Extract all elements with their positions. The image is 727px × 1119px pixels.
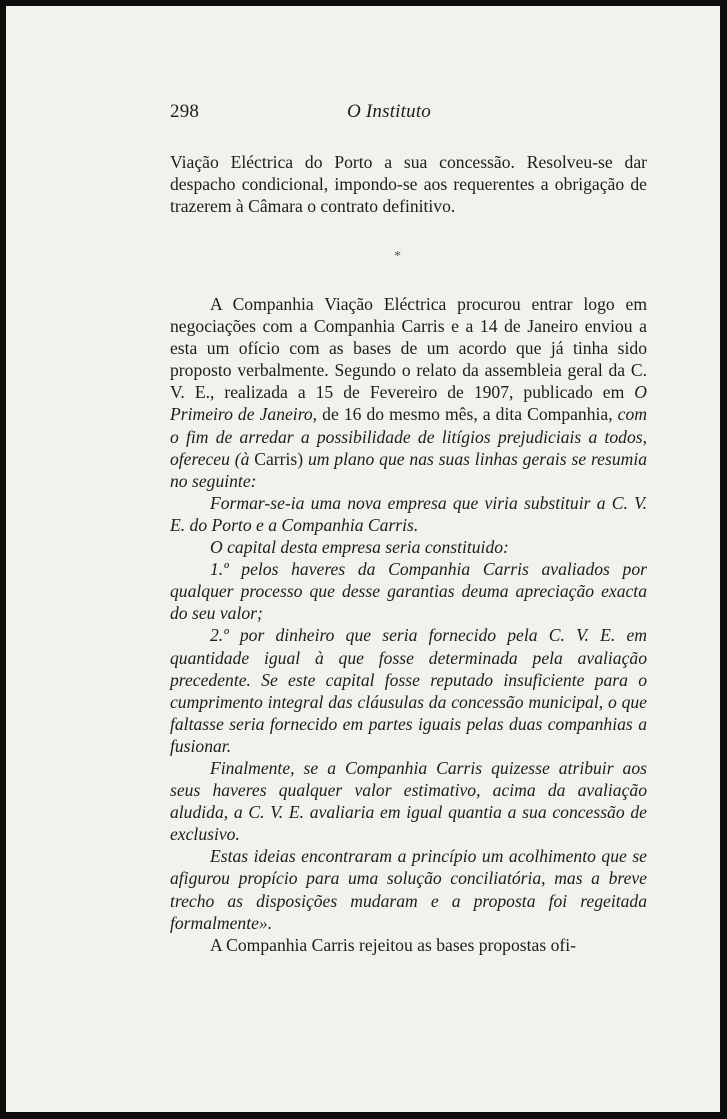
quote-paragraph-3: 1.º pelos haveres da Companhia Carris avaliados por qualquer processo que desse garantias deuma apreciação exacta do seu valor;: [170, 559, 647, 624]
section-separator: *: [394, 249, 401, 264]
quote-paragraph-4: 2.º por dinheiro que seria fornecido pela C. V. E. em quantidade igual à que fosse determinada pela avaliação precedente. Se este capital fosse reputado insuficiente para o cumprimento integral das cláusulas da concessão municipal, o que faltasse seria fornecido em partes iguais pelas duas companhias a fusionar.: [170, 625, 647, 756]
paragraph-1-text: Viação Eléctrica do Porto a sua concessão. Resolveu-se dar despacho condicional, impondo-se aos requerentes a obrigação de trazerem à Câmara o contrato definitivo.: [170, 152, 647, 217]
paragraph-2-italic-3: um plano que nas suas linhas gerais se resumia no seguinte:: [170, 448, 648, 491]
running-title: O Instituto: [347, 101, 432, 122]
paragraph-2-italic-2: com o fim de arredar a possibilidade de litígios prejudiciais a todos, ofereceu (à: [170, 404, 647, 469]
paragraph-2: [170, 293, 647, 492]
page-number: 298: [170, 101, 200, 122]
paragraph-1: [170, 151, 647, 217]
paragraph-2-roman-2: de 16 do mesmo mês, a dita Companhia,: [317, 404, 618, 425]
paragraph-2-roman-3: Carris): [249, 448, 308, 469]
paragraph-2-roman-1: A Companhia Viação Eléctrica procurou entrar logo em negociações com a Companhia Carris e a 14 de Janeiro enviou a esta um ofício com as bases de um acordo que já tinha sido proposto verbalmente. Segundo o relato da assembleia geral da C. V. E., realizada a 15 de Fevereiro de 1907, publicado em: [170, 294, 647, 403]
paragraph-3: A Companhia Carris rejeitou as bases propostas ofi-: [210, 934, 576, 955]
body-text: [170, 293, 647, 956]
quote-paragraph-1: Formar-se-ia uma nova empresa que viria substituir a C. V. E. do Porto e a Companhia Carris.: [170, 492, 647, 535]
quote-paragraph-6: Estas ideias encontraram a princípio um acolhimento que se afigurou propício para uma solução conciliatória, mas a breve trecho as disposições mudaram e a proposta foi regeitada formalmente».: [170, 846, 647, 933]
quote-paragraph-5: Finalmente, se a Companhia Carris quizesse atribuir aos seus haveres qualquer valor estimativo, acima da avaliação aludida, a C. V. E. avaliaria em igual quantia a sua concessão de exclusivo.: [170, 757, 647, 845]
newspaper-title: O Primeiro de Janeiro,: [170, 382, 647, 425]
book-page: [6, 6, 720, 1112]
quote-paragraph-2: O capital desta empresa seria constituido:: [210, 537, 509, 558]
